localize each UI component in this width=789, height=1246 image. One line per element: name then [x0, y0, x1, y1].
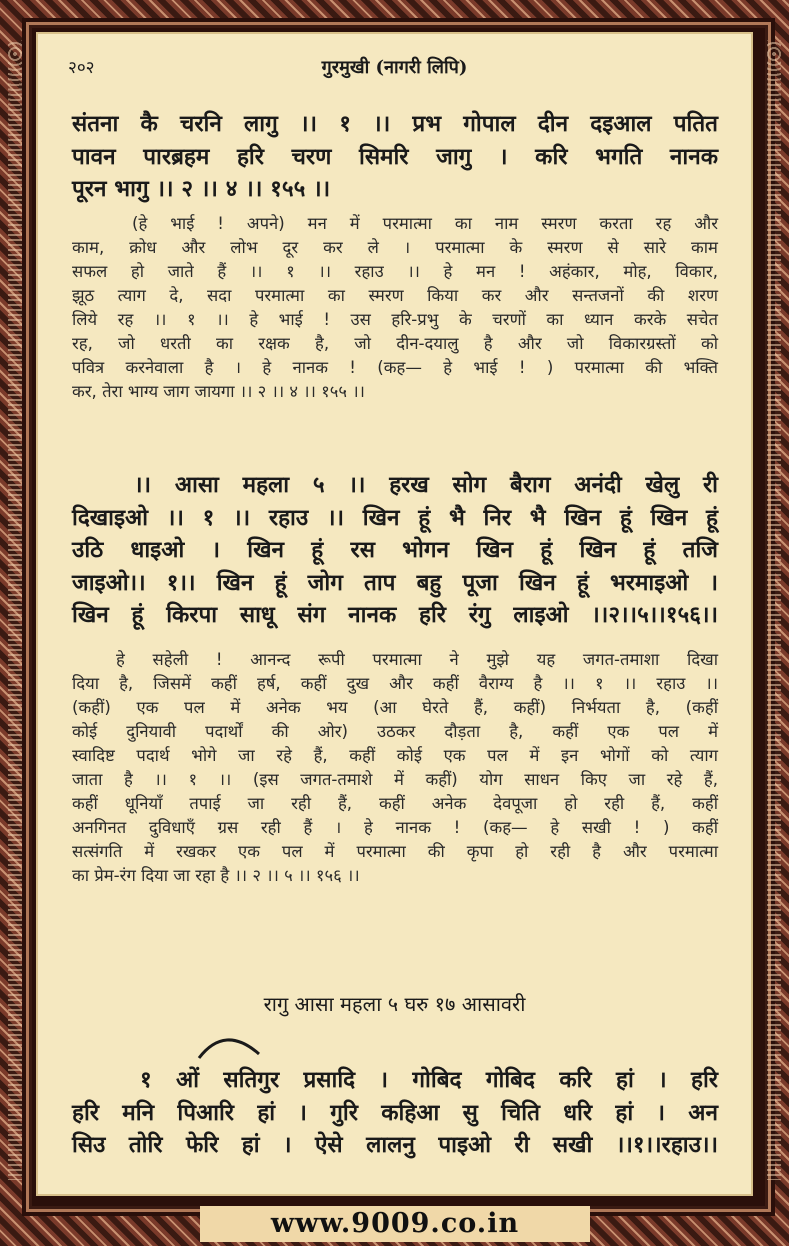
translation-line: कोई दुनियावी पदार्थों की ओर) उठकर दौड़ता है, कहीं एक पल में	[72, 722, 718, 741]
right-swirl-ornament	[767, 40, 781, 1180]
ek-onkar-arc-icon	[195, 1030, 265, 1060]
translation-line: अनगिनत दुविधाएँ ग्रस रही हैं । हे नानक ! (कह— हे सखी ! ) कहीं	[72, 818, 718, 837]
shabad-line: उठि धाइओ । खिन हूं रस भोगन खिन हूं खिन हूं तजि	[72, 537, 718, 563]
translation-line: (कहीं) एक पल में अनेक भय (आ घेरते हैं, कहीं) निर्भयता है, (कहीं	[72, 698, 718, 717]
shabad-line: सिउ तोरि फेरि हां । ऐसे लालनु पाइओ री सखी ।।१।।रहाउ।।	[72, 1132, 718, 1158]
shabad-line: संतना कै चरनि लागु ।। १ ।। प्रभ गोपाल दीन दइआल पतित	[72, 111, 718, 137]
translation-line: पवित्र करनेवाला है । हे नानक ! (कह— हे भाई ! ) परमात्मा की भक्ति	[72, 358, 718, 377]
left-swirl-ornament	[8, 40, 22, 1180]
raag-title: रागु आसा महला ५ घरु १७ आसावरी	[263, 992, 526, 1016]
translation-line: हे सहेली ! आनन्द रूपी परमात्मा ने मुझे यह जगत-तमाशा दिखा	[116, 650, 718, 669]
translation-line: झूठ त्याग दे, सदा परमात्मा का स्मरण किया कर और सन्तजनों की शरण	[72, 286, 718, 305]
shabad-line: १ ओं सतिगुर प्रसादि । गोबिद गोबिद करि हां । हरि	[140, 1067, 718, 1093]
page-title: गुरमुखी (नागरी लिपि)	[321, 57, 468, 78]
shabad-line: पूरन भागु ।। २ ।। ४ ।। १५५ ।।	[72, 176, 331, 202]
translation-2	[72, 648, 718, 888]
page-header	[36, 55, 753, 85]
shabad-line: दिखाइओ ।। १ ।। रहाउ ।। खिन हूं भै निर भै खिन हूं खिन हूं	[72, 504, 718, 531]
translation-line: लिये रह ।। १ ।। हे भाई ! उस हरि-प्रभु के चरणों का ध्यान करके सचेत	[72, 310, 718, 329]
translation-line: स्वादिष्ट पदार्थ भोगे जा रहे हैं, कहीं कोई एक पल में इन भोगों को त्याग	[72, 746, 718, 765]
translation-line: का प्रेम-रंग दिया जा रहा है ।। २ ।। ५ ।। १५६ ।।	[72, 866, 360, 885]
translation-line: सफल हो जाते हैं ।। १ ।। रहाउ ।। हे मन ! अहंकार, मोह, विकार,	[72, 262, 718, 281]
translation-line: काम, क्रोध और लोभ दूर कर ले । परमात्मा के स्मरण से सारे काम	[72, 238, 718, 257]
shabad-line: जाइओ।। १।। खिन हूं जोग ताप बहु पूजा खिन हूं भरमाइओ ।	[72, 569, 718, 596]
translation-line: कर, तेरा भाग्य जाग जायगा ।। २ ।। ४ ।। १५५ ।।	[72, 382, 365, 401]
translation-line: सत्संगति में रखकर एक पल में परमात्मा की कृपा हो रही है और परमात्मा	[72, 842, 718, 861]
shabad-3	[72, 1064, 718, 1162]
shabad-2	[72, 469, 718, 632]
translation-line: दिया है, जिसमें कहीं हर्ष, कहीं दुख और कहीं वैराग्य है ।। १ ।। रहाउ ।।	[72, 674, 718, 693]
shabad-1	[72, 108, 718, 206]
footer-url[interactable]: www.9009.co.in	[200, 1206, 590, 1242]
translation-1	[72, 212, 718, 404]
shabad-line: ।। आसा महला ५ ।। हरख सोग बैराग अनंदी खेलु री	[134, 472, 718, 498]
shabad-line: पावन पारब्रहम हरि चरण सिमरि जागु । करि भगति नानक	[72, 143, 718, 170]
shabad-line: खिन हूं किरपा साधू संग नानक हरि रंगु लाइओ ।।२।।५।।१५६।।	[72, 602, 718, 628]
translation-line: रह, जो धरती का रक्षक है, जो दीन-दयालु है और जो विकारग्रस्तों को	[72, 334, 718, 353]
translation-line: (हे भाई ! अपने) मन में परमात्मा का नाम स्मरण करता रह और	[132, 214, 718, 233]
translation-line: कहीं धूनियाँ तपाई जा रही हैं, कहीं अनेक देवपूजा हो रही हैं, कहीं	[72, 794, 718, 813]
page-number: २०२	[68, 58, 95, 78]
translation-line: जाता है ।। १ ।। (इस जगत-तमाशे में कहीं) योग साधन किए जा रहे हैं,	[72, 770, 718, 789]
shabad-line: हरि मनि पिआरि हां । गुरि कहिआ सु चिति धरि हां । अन	[72, 1099, 718, 1126]
